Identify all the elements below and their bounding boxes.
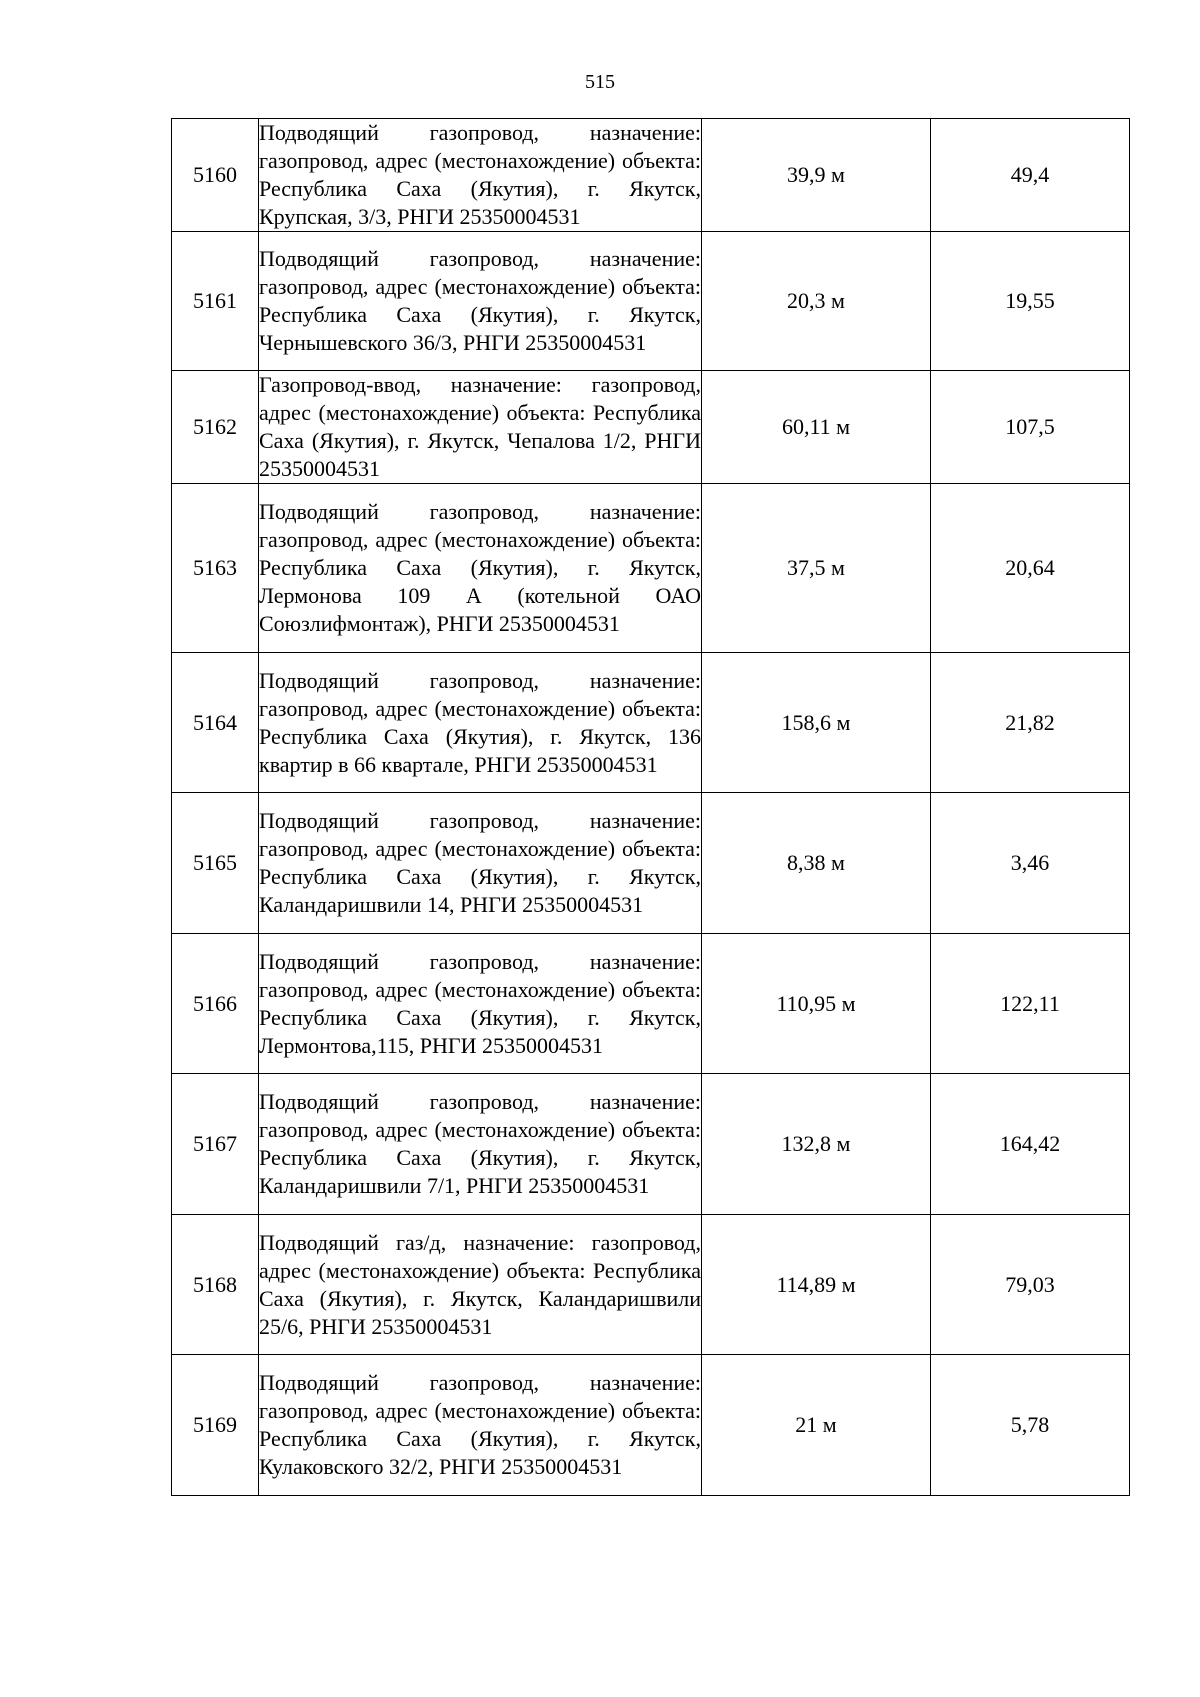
row-number: 5166 xyxy=(172,934,259,1074)
object-description xyxy=(259,793,702,934)
object-value: 164,42 xyxy=(931,1074,1130,1215)
row-number: 5165 xyxy=(172,793,259,934)
object-value: 79,03 xyxy=(931,1215,1130,1355)
object-value: 5,78 xyxy=(931,1355,1130,1496)
object-length: 114,89 м xyxy=(702,1215,931,1355)
row-number: 5161 xyxy=(172,232,259,371)
object-description xyxy=(259,934,702,1074)
object-description-text: Подводящий газопровод, назначение: газопровод, адрес (местонахождение) объекта: Республика Саха (Якутия), г. Якутск, Каландаришвили 14, РНГИ 25350004531 xyxy=(259,808,701,917)
object-value: 49,4 xyxy=(931,119,1130,232)
object-description-text: Подводящий газопровод, назначение: газопровод, адрес (местонахождение) объекта: Республика Саха (Якутия), г. Якутск, Каландаришвили 7/1, РНГИ 25350004531 xyxy=(259,1089,701,1198)
object-description xyxy=(259,371,702,484)
row-number: 5160 xyxy=(172,119,259,232)
table-row xyxy=(172,484,1130,653)
object-length: 39,9 м xyxy=(702,119,931,232)
table-row xyxy=(172,1074,1130,1215)
object-length: 8,38 м xyxy=(702,793,931,934)
object-description xyxy=(259,484,702,653)
object-description xyxy=(259,1355,702,1496)
row-number: 5164 xyxy=(172,653,259,793)
object-length: 20,3 м xyxy=(702,232,931,371)
table-row xyxy=(172,934,1130,1074)
table-row xyxy=(172,793,1130,934)
table-row xyxy=(172,119,1130,232)
object-description xyxy=(259,1215,702,1355)
object-description-text: Подводящий газопровод, назначение: газопровод, адрес (местонахождение) объекта: Республика Саха (Якутия), г. Якутск, Чернышевского 36/3, РНГИ 25350004531 xyxy=(259,246,701,355)
row-number: 5169 xyxy=(172,1355,259,1496)
object-length: 132,8 м xyxy=(702,1074,931,1215)
row-number: 5162 xyxy=(172,371,259,484)
table-row xyxy=(172,1355,1130,1496)
object-description-text: Подводящий газопровод, назначение: газопровод, адрес (местонахождение) объекта: Республика Саха (Якутия), г. Якутск, Лермонова 109 А (котельной ОАО Союзлифмонтаж), РНГИ 25350004531 xyxy=(259,499,701,636)
object-value: 122,11 xyxy=(931,934,1130,1074)
object-description xyxy=(259,232,702,371)
table-body xyxy=(172,119,1130,1496)
table-row xyxy=(172,653,1130,793)
page-number: 515 xyxy=(585,71,615,93)
object-description-text: Газопровод-ввод, назначение: газопровод, адрес (местонахождение) объекта: Республика Саха (Якутия), г. Якутск, Чепалова 1/2, РНГИ 25350004531 xyxy=(259,372,701,481)
object-length: 60,11 м xyxy=(702,371,931,484)
object-length: 21 м xyxy=(702,1355,931,1496)
object-description xyxy=(259,653,702,793)
object-length: 37,5 м xyxy=(702,484,931,653)
table-row xyxy=(172,232,1130,371)
object-value: 3,46 xyxy=(931,793,1130,934)
object-value: 21,82 xyxy=(931,653,1130,793)
object-description-text: Подводящий газопровод, назначение: газопровод, адрес (местонахождение) объекта: Республика Саха (Якутия), г. Якутск, Лермонтова,115, РНГИ 25350004531 xyxy=(259,948,701,1058)
object-value: 19,55 xyxy=(931,232,1130,371)
object-description-text: Подводящий газопровод, назначение: газопровод, адрес (местонахождение) объекта: Республика Саха (Якутия), г. Якутск, Кулаковского 32/2, РНГИ 25350004531 xyxy=(259,1370,701,1479)
property-registry-table xyxy=(171,118,1130,1496)
object-value: 20,64 xyxy=(931,484,1130,653)
object-description-text: Подводящий газ/д, назначение: газопровод, адрес (местонахождение) объекта: Республика Саха (Якутия), г. Якутск, Каландаришвили 25/6, РНГИ 25350004531 xyxy=(259,1229,701,1339)
object-description-text: Подводящий газопровод, назначение: газопровод, адрес (местонахождение) объекта: Республика Саха (Якутия), г. Якутск, 136 квартир в 66 квартале, РНГИ 25350004531 xyxy=(259,667,701,777)
object-length: 158,6 м xyxy=(702,653,931,793)
object-length: 110,95 м xyxy=(702,934,931,1074)
object-description xyxy=(259,119,702,232)
table-row xyxy=(172,1215,1130,1355)
row-number: 5168 xyxy=(172,1215,259,1355)
object-description-text: Подводящий газопровод, назначение: газопровод, адрес (местонахождение) объекта: Республика Саха (Якутия), г. Якутск, Крупская, 3/3, РНГИ 25350004531 xyxy=(259,120,701,229)
object-description xyxy=(259,1074,702,1215)
row-number: 5167 xyxy=(172,1074,259,1215)
object-value: 107,5 xyxy=(931,371,1130,484)
table-row xyxy=(172,371,1130,484)
row-number: 5163 xyxy=(172,484,259,653)
